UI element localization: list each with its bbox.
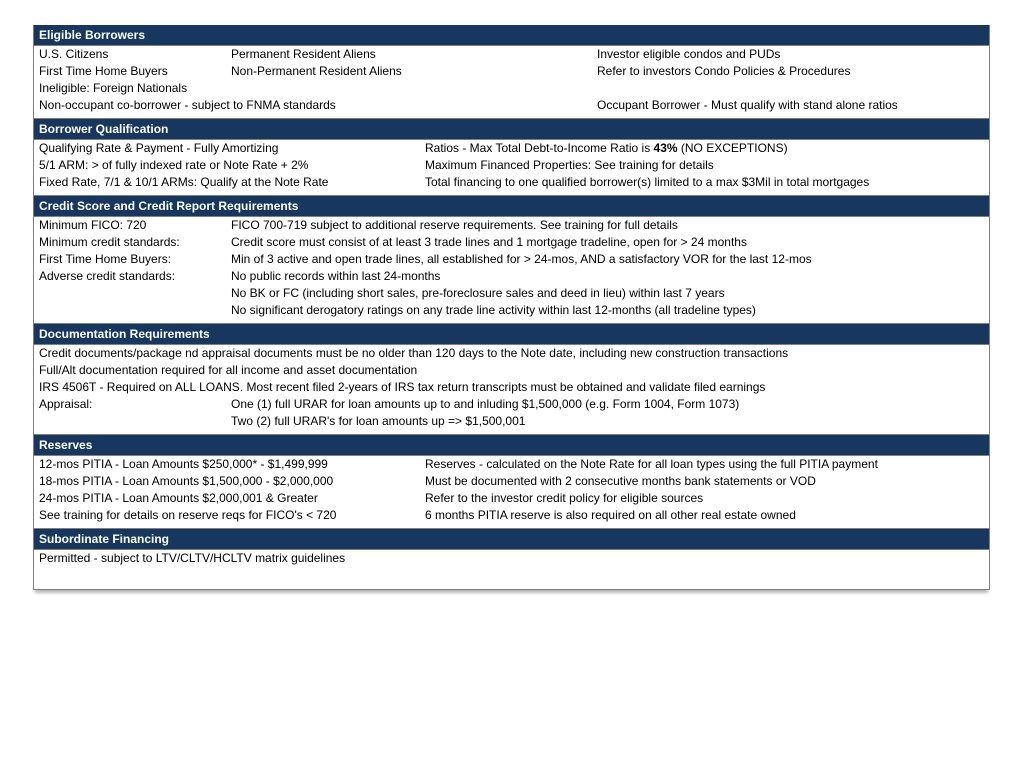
ratio-text: Ratios - Max Total Debt-to-Income Ratio is: [425, 141, 654, 155]
cell: Qualifying Rate & Payment - Fully Amortizing: [39, 141, 279, 155]
section-header-subordinate-financing: Subordinate Financing: [34, 529, 989, 549]
table-row: [34, 456, 989, 473]
section-credit-score: [34, 216, 989, 324]
cell: 18-mos PITIA - Loan Amounts $1,500,000 - $2,000,000: [39, 474, 334, 488]
cell: First Time Home Buyers: [39, 64, 168, 78]
table-row: [34, 507, 989, 524]
ratio-note: (NO EXCEPTIONS): [677, 141, 788, 155]
cell: See training for details on reserve reqs for FICO's < 720: [39, 508, 337, 522]
table-row: [34, 285, 989, 302]
table-row: [34, 550, 989, 567]
guidelines-sheet: [33, 25, 990, 590]
cell: IRS 4506T - Required on ALL LOANS. Most recent filed 2-years of IRS tax return transcripts must be obtained and validate filed earnings: [39, 380, 766, 394]
cell: 6 months PITIA reserve is also required on all other real estate owned: [425, 508, 796, 522]
section-eligible-borrowers: [34, 45, 989, 119]
table-row: [34, 234, 989, 251]
cell: Total financing to one qualified borrower(s) limited to a max $3Mil in total mortgages: [425, 175, 870, 189]
cell: Credit score must consist of at least 3 trade lines and 1 mortgage tradeline, open for > 24 months: [231, 235, 747, 249]
table-row: [34, 251, 989, 268]
cell: Fixed Rate, 7/1 & 10/1 ARMs: Qualify at the Note Rate: [39, 175, 329, 189]
cell: FICO 700-719 subject to additional reserve requirements. See training for full details: [231, 218, 678, 232]
section-header-reserves: Reserves: [34, 435, 989, 455]
cell: Refer to the investor credit policy for eligible sources: [425, 491, 704, 505]
cell: First Time Home Buyers:: [39, 252, 172, 266]
cell: No significant derogatory ratings on any trade line activity within last 12-months (all tradeline types): [231, 303, 756, 317]
cell: Non-occupant co-borrower - subject to FNMA standards: [39, 98, 336, 112]
section-header-documentation: Documentation Requirements: [34, 324, 989, 344]
table-row: [34, 345, 989, 362]
cell: Appraisal:: [39, 397, 93, 411]
table-row: [34, 80, 989, 97]
section-subordinate-financing: [34, 549, 989, 589]
table-row: [34, 174, 989, 191]
cell: Minimum FICO: 720: [39, 218, 147, 232]
table-row: [34, 157, 989, 174]
cell: Full/Alt documentation required for all income and asset documentation: [39, 363, 418, 377]
cell: 24-mos PITIA - Loan Amounts $2,000,001 & Greater: [39, 491, 318, 505]
table-row: [34, 396, 989, 413]
cell: Two (2) full URAR's for loan amounts up => $1,500,001: [231, 414, 526, 428]
cell: No public records within last 24-months: [231, 269, 441, 283]
cell: Refer to investors Condo Policies & Procedures: [597, 64, 851, 78]
ratio-value: 43%: [653, 141, 678, 155]
table-row: [34, 490, 989, 507]
cell: Min of 3 active and open trade lines, all established for > 24-mos, AND a satisfactory VOR for the last 12-mos: [231, 252, 812, 266]
table-row: [34, 63, 989, 80]
section-header-eligible-borrowers: Eligible Borrowers: [34, 25, 989, 45]
cell: Maximum Financed Properties: See training for details: [425, 158, 714, 172]
cell: No BK or FC (including short sales, pre-foreclosure sales and deed in lieu) within last 7 years: [231, 286, 725, 300]
table-row: [34, 379, 989, 396]
cell: Reserves - calculated on the Note Rate for all loan types using the full PITIA payment: [425, 457, 878, 471]
section-reserves: [34, 455, 989, 529]
cell: One (1) full URAR for loan amounts up to and inluding $1,500,000 (e.g. Form 1004, Form 1073): [231, 397, 740, 411]
section-borrower-qualification: [34, 139, 989, 196]
table-row: [34, 217, 989, 234]
section-documentation: [34, 344, 989, 435]
cell: U.S. Citizens: [39, 47, 109, 61]
cell: Credit documents/package nd appraisal documents must be no older than 120 days to the Note date, including new construction transactions: [39, 346, 789, 360]
table-row: [34, 302, 989, 319]
table-row: [34, 413, 989, 430]
cell: Non-Permanent Resident Aliens: [231, 64, 402, 78]
cell: Permanent Resident Aliens: [231, 47, 376, 61]
cell: Permitted - subject to LTV/CLTV/HCLTV matrix guidelines: [39, 551, 346, 565]
cell: 5/1 ARM: > of fully indexed rate or Note Rate + 2%: [39, 158, 309, 172]
cell: Occupant Borrower - Must qualify with stand alone ratios: [597, 98, 898, 112]
table-row: [34, 268, 989, 285]
cell: Adverse credit standards:: [39, 269, 176, 283]
table-row: [34, 46, 989, 63]
table-row: [34, 362, 989, 379]
cell: Ineligible: Foreign Nationals: [39, 81, 188, 95]
cell: Must be documented with 2 consecutive months bank statements or VOD: [425, 474, 816, 488]
cell: 12-mos PITIA - Loan Amounts $250,000* - $1,499,999: [39, 457, 328, 471]
table-row: [34, 473, 989, 490]
table-row: [34, 97, 989, 114]
section-header-credit-score: Credit Score and Credit Report Requirements: [34, 196, 989, 216]
section-header-borrower-qualification: Borrower Qualification: [34, 119, 989, 139]
cell: [425, 140, 788, 157]
table-row: [34, 140, 989, 157]
cell: Minimum credit standards:: [39, 235, 180, 249]
cell: Investor eligible condos and PUDs: [597, 47, 781, 61]
